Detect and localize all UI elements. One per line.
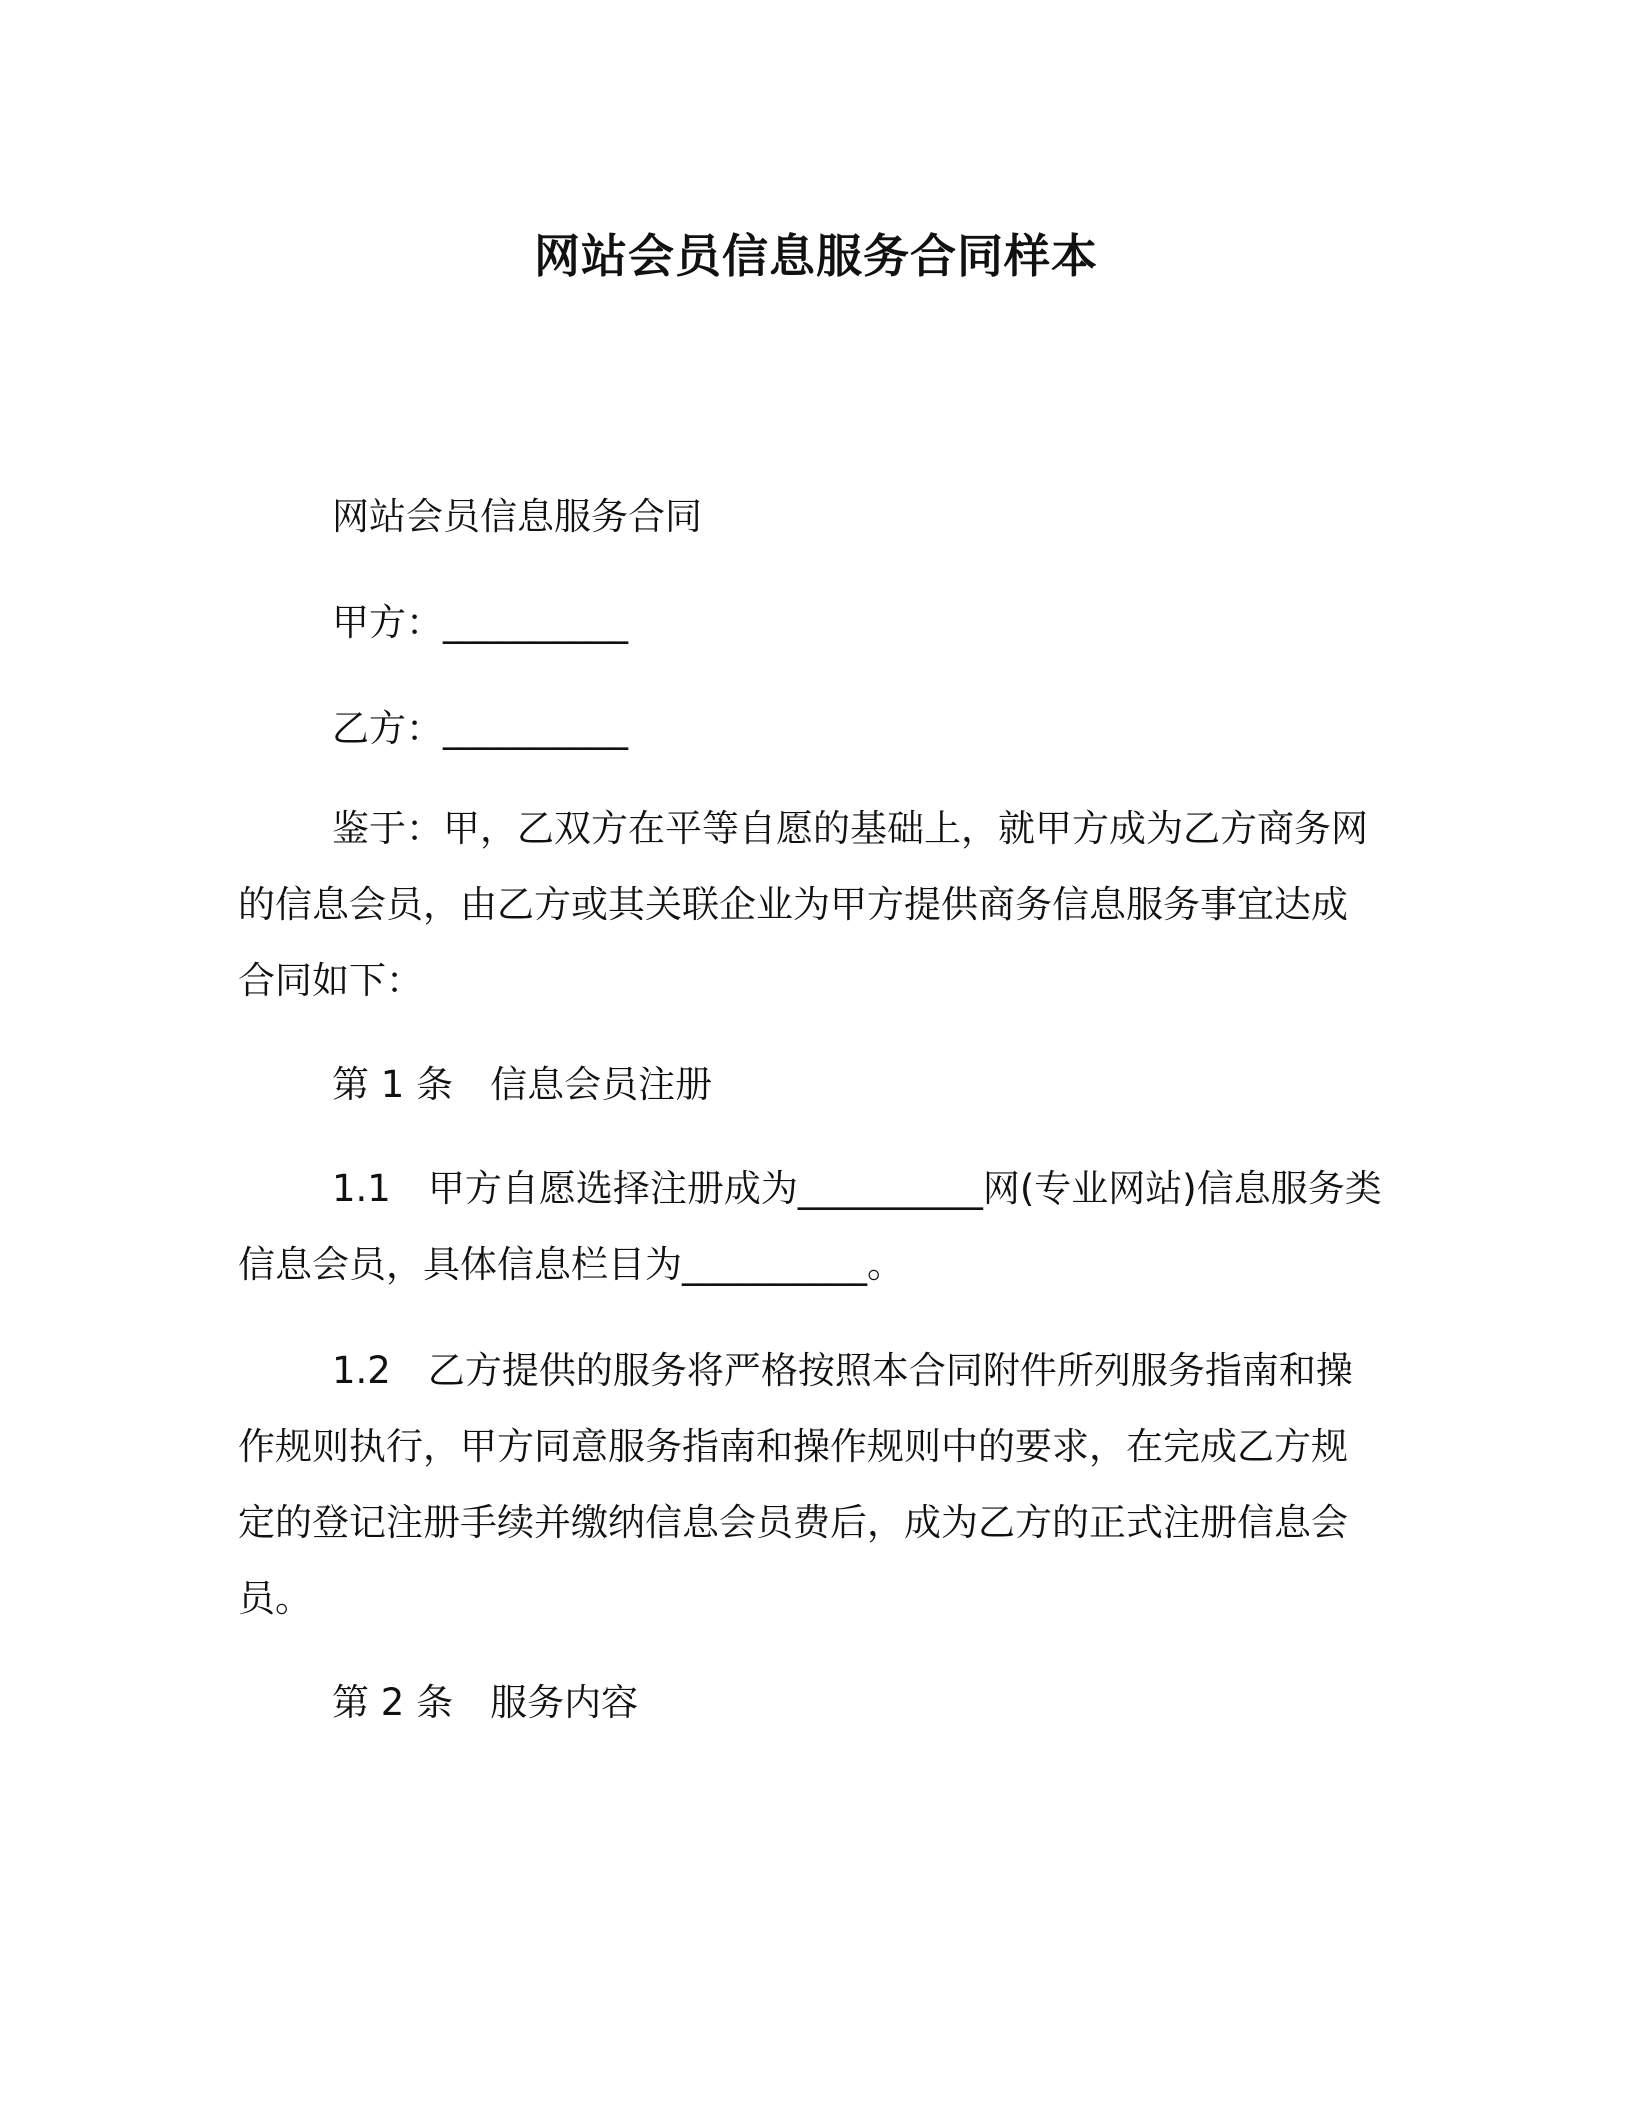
party-a-line: 甲方：__________	[332, 601, 628, 644]
party-b-line: 乙方：__________	[332, 707, 628, 750]
preamble-line-2: 的信息会员，由乙方或其关联企业为甲方提供商务信息服务事宜达成	[238, 883, 1348, 926]
article-2-heading: 第 2 条 服务内容	[332, 1681, 639, 1724]
clause-1-1-line-1: 1.1 甲方自愿选择注册成为__________网(专业网站)信息服务类	[332, 1167, 1382, 1210]
clause-1-2-line-3: 定的登记注册手续并缴纳信息会员费后，成为乙方的正式注册信息会	[238, 1501, 1348, 1544]
clause-1-2-line-1: 1.2 乙方提供的服务将严格按照本合同附件所列服务指南和操	[332, 1349, 1353, 1392]
article-1-heading: 第 1 条 信息会员注册	[332, 1063, 713, 1106]
document-title: 网站会员信息服务合同样本	[534, 229, 1098, 283]
preamble-line-3: 合同如下：	[238, 959, 423, 1002]
preamble-line-1: 鉴于：甲，乙双方在平等自愿的基础上，就甲方成为乙方商务网	[332, 807, 1368, 850]
contract-subtitle: 网站会员信息服务合同	[332, 495, 702, 538]
clause-1-2-line-2: 作规则执行，甲方同意服务指南和操作规则中的要求，在完成乙方规	[238, 1425, 1348, 1468]
clause-1-2-line-4: 员。	[238, 1577, 312, 1620]
clause-1-1-line-2: 信息会员，具体信息栏目为__________。	[238, 1243, 904, 1286]
